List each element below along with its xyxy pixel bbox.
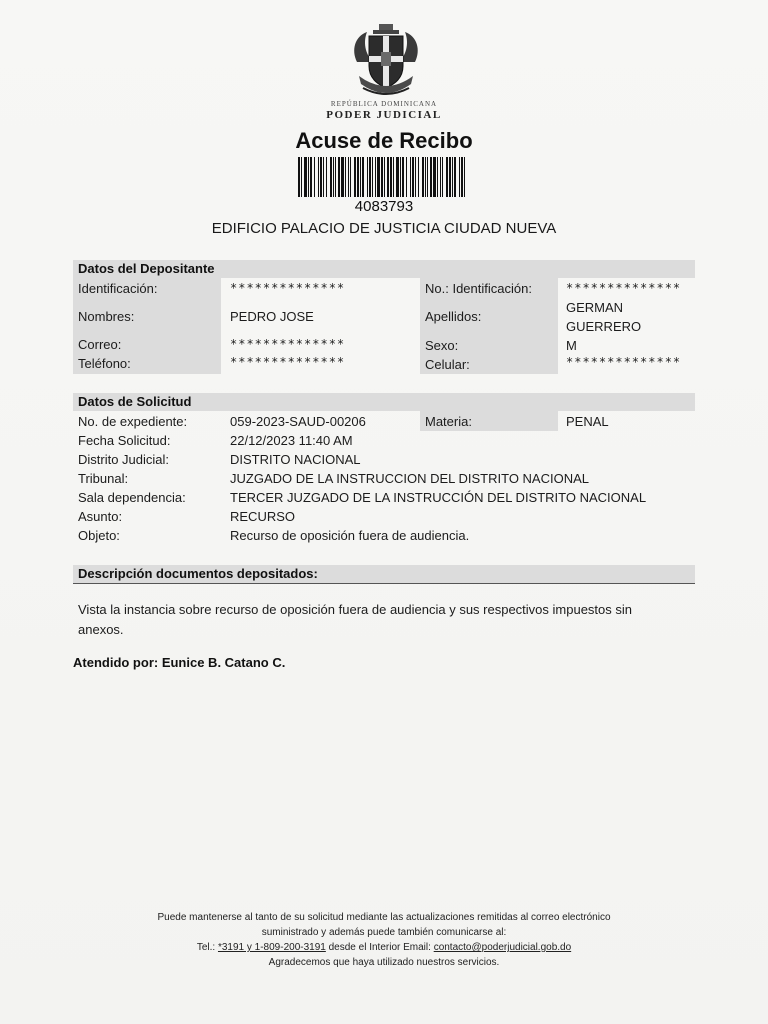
asunto-value: RECURSO xyxy=(230,509,296,524)
telefono-value: ************** xyxy=(230,355,346,369)
distrito-value: DISTRITO NACIONAL xyxy=(230,452,361,467)
materia-value: PENAL xyxy=(566,414,609,429)
apellidos-label: Apellidos: xyxy=(425,309,482,324)
barcode-bar xyxy=(442,157,443,197)
barcode-bar xyxy=(360,157,361,197)
barcode-bar xyxy=(422,157,424,197)
nombres-value: PEDRO JOSE xyxy=(230,309,314,324)
no-identificacion-label: No.: Identificación: xyxy=(425,281,532,296)
objeto-value: Recurso de oposición fuera de audiencia. xyxy=(230,528,470,543)
barcode-bar xyxy=(390,157,392,197)
depositante-section-title: Datos del Depositante xyxy=(78,261,215,276)
barcode-bar xyxy=(301,157,302,197)
barcode-bar xyxy=(367,157,368,197)
barcode-bar xyxy=(298,157,300,197)
barcode-bar xyxy=(350,157,351,197)
barcode-bar xyxy=(384,157,385,197)
identificacion-value: ************** xyxy=(230,281,346,295)
nombres-label: Nombres: xyxy=(78,309,135,324)
barcode-bar xyxy=(377,157,380,197)
institution-label: PODER JUDICIAL xyxy=(326,109,442,121)
sala-label: Sala dependencia: xyxy=(78,490,186,505)
barcode-bar xyxy=(362,157,364,197)
phone-link[interactable]: *3191 y 1-809-200-3191 xyxy=(217,942,326,953)
barcode-bar xyxy=(400,157,401,197)
barcode-bar xyxy=(338,157,340,197)
barcode-bar xyxy=(333,157,334,197)
barcode-bar xyxy=(440,157,441,197)
barcode-bar xyxy=(387,157,389,197)
barcode-bar xyxy=(381,157,383,197)
footer-tel-prefix: Tel.: xyxy=(196,942,216,953)
barcode-bar xyxy=(454,157,456,197)
barcode-bar xyxy=(369,157,371,197)
barcode-bar xyxy=(396,157,399,197)
barcode-bar xyxy=(308,157,309,197)
correo-label: Correo: xyxy=(78,337,122,352)
documentos-section-title: Descripción documentos depositados: xyxy=(78,566,318,581)
footer xyxy=(0,910,768,970)
barcode-bar xyxy=(326,157,327,197)
materia-label: Materia: xyxy=(425,414,472,429)
barcode-bar xyxy=(402,157,404,197)
barcode-bar xyxy=(425,157,426,197)
barcode-number: 4083793 xyxy=(354,198,414,215)
barcode-bar xyxy=(449,157,451,197)
footer-line3 xyxy=(0,940,768,955)
email-link[interactable]: contacto@poderjudicial.gob.do xyxy=(433,942,572,953)
barcode-bar xyxy=(335,157,336,197)
celular-label: Celular: xyxy=(425,357,470,372)
barcode-bar xyxy=(452,157,453,197)
distrito-label: Distrito Judicial: xyxy=(78,452,170,467)
republic-label: REPÚBLICA DOMINICANA xyxy=(330,100,438,108)
no-identificacion-value: ************** xyxy=(566,281,682,295)
barcode-bar xyxy=(357,157,359,197)
sala-value: TERCER JUZGADO DE LA INSTRUCCIÓN DEL DISTRITO NACIONAL xyxy=(230,490,647,505)
footer-line4: Agradecemos que haya utilizado nuestros servicios. xyxy=(268,957,500,968)
page-title: Acuse de Recibo xyxy=(295,128,473,153)
objeto-label: Objeto: xyxy=(78,528,120,543)
barcode-bar xyxy=(430,157,432,197)
barcode-bar xyxy=(459,157,460,197)
solicitud-section-title: Datos de Solicitud xyxy=(78,394,192,409)
building-name: EDIFICIO PALACIO DE JUSTICIA CIUDAD NUEVA xyxy=(211,220,557,237)
barcode-bar xyxy=(314,157,315,197)
barcode-bar xyxy=(437,157,438,197)
barcode-bar xyxy=(348,157,349,197)
footer-line2: suministrado y además puede también comunicarse al: xyxy=(261,927,507,938)
asunto-label: Asunto: xyxy=(78,509,123,524)
barcode-bar xyxy=(427,157,428,197)
footer-email-prefix: desde el Interior Email: xyxy=(328,942,431,953)
barcode-bar xyxy=(393,157,394,197)
barcode-bar xyxy=(330,157,332,197)
barcode-bar xyxy=(433,157,436,197)
footer-line1: Puede mantenerse al tanto de su solicitud mediante las actualizaciones remitidas al correo electrónico xyxy=(157,912,611,923)
barcode-bar xyxy=(318,157,319,197)
barcode-bar xyxy=(372,157,373,197)
sexo-value: M xyxy=(566,338,577,353)
correo-value: ************** xyxy=(230,337,346,351)
barcode-bar xyxy=(415,157,416,197)
identificacion-label: Identificación: xyxy=(78,281,158,296)
barcode-bar xyxy=(375,157,376,197)
barcode-bar xyxy=(412,157,414,197)
sexo-label: Sexo: xyxy=(425,338,459,353)
telefono-label: Teléfono: xyxy=(78,356,131,371)
barcode-bar xyxy=(410,157,411,197)
barcode-bar xyxy=(310,157,312,197)
barcode-bar xyxy=(304,157,307,197)
fecha-value: 22/12/2023 11:40 AM xyxy=(230,433,353,448)
barcode-bar xyxy=(323,157,324,197)
barcode-bar xyxy=(345,157,346,197)
barcode-image xyxy=(298,157,466,197)
documentos-divider xyxy=(73,583,695,584)
barcode-bar xyxy=(354,157,356,197)
tribunal-label: Tribunal: xyxy=(78,471,129,486)
attended-by: Atendido por: Eunice B. Catano C. xyxy=(73,655,286,670)
barcode-bar xyxy=(320,157,322,197)
documentos-description: Vista la instancia sobre recurso de oposición fuera de audiencia y sus respectivos impuestos sin anexos. xyxy=(78,602,633,637)
apellidos-value-line1: GERMAN xyxy=(566,300,624,315)
barcode-bar xyxy=(418,157,419,197)
coat-of-arms-icon xyxy=(349,22,423,100)
barcode-bar xyxy=(461,157,463,197)
celular-value: ************** xyxy=(566,355,682,369)
apellidos-value-line2: GUERRERO xyxy=(566,319,642,334)
tribunal-value: JUZGADO DE LA INSTRUCCION DEL DISTRITO NACIONAL xyxy=(230,471,589,486)
barcode-bar xyxy=(446,157,448,197)
barcode-bar xyxy=(341,157,344,197)
expediente-label: No. de expediente: xyxy=(78,414,188,429)
barcode-bar xyxy=(464,157,465,197)
expediente-value: 059-2023-SAUD-00206 xyxy=(230,414,366,429)
fecha-label: Fecha Solicitud: xyxy=(78,433,171,448)
barcode-bar xyxy=(406,157,407,197)
